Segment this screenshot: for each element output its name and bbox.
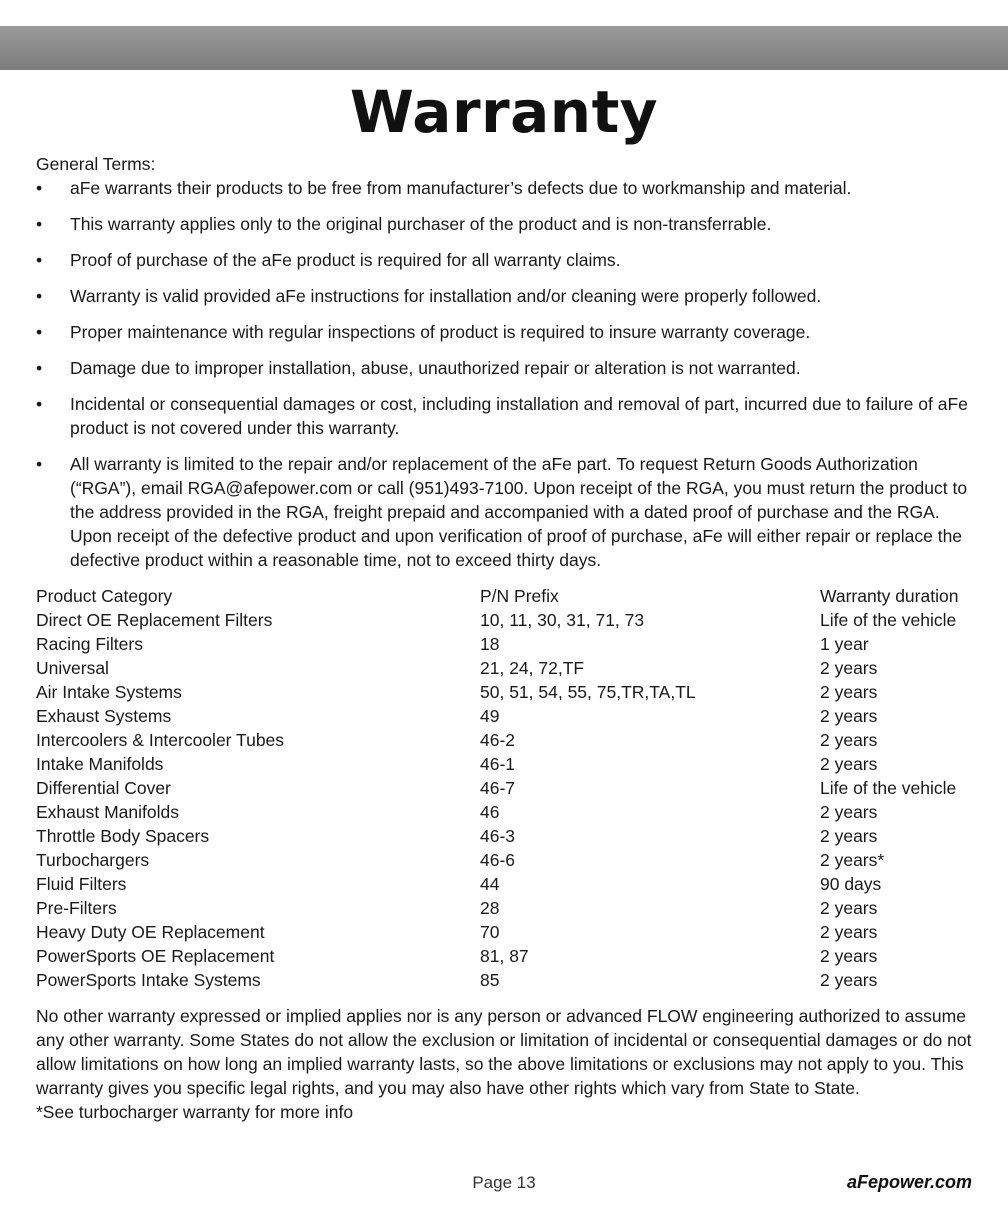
header-product-category: Product Category [36,586,173,606]
cell-duration: 2 years* [820,850,885,870]
cell-duration: 2 years [820,826,878,846]
bullet-icon: • [36,394,43,414]
cell-category: PowerSports OE Replacement [36,946,275,966]
table-row [36,728,976,752]
cell-prefix: 18 [480,634,500,654]
cell-category: Air Intake Systems [36,682,182,702]
table-row [36,848,976,872]
cell-category: Racing Filters [36,634,143,654]
table-row [36,680,976,704]
cell-category: Intercoolers & Intercooler Tubes [36,730,285,750]
cell-prefix: 21, 24, 72,TF [480,658,585,678]
cell-duration: 2 years [820,706,878,726]
cell-prefix: 46-3 [480,826,516,846]
term-text: Damage due to improper installation, abuse, unauthorized repair or alteration is not warranted. [70,358,801,378]
cell-duration: 1 year [820,634,869,654]
cell-category: Differential Cover [36,778,171,798]
terms-list [36,176,976,572]
cell-category: Intake Manifolds [36,754,164,774]
page-title: Warranty [349,78,659,146]
cell-category: Exhaust Manifolds [36,802,179,822]
cell-prefix: 46-6 [480,850,516,870]
term-item [36,176,976,200]
disclaimer-paragraph: No other warranty expressed or implied applies nor is any person or advanced FLOW engineering authorized to assume any other warranty. Some States do not allow the exclusion or limitation of incidental or consequential damages or do not allow limitations on how long an implied warranty lasts, so the above limitations or exclusions may not apply to you. This warranty gives you specific legal rights, and you may also have other rights which vary from State to State. [36,1006,972,1098]
table-header-row [36,584,976,608]
term-item [36,356,976,380]
cell-duration: 2 years [820,898,878,918]
term-text: Proof of purchase of the aFe product is required for all warranty claims. [70,250,621,270]
cell-duration: Life of the vehicle [820,778,957,798]
general-terms-label: General Terms: [36,154,156,174]
table-row [36,656,976,680]
cell-duration: 2 years [820,682,878,702]
warranty-table [36,584,976,992]
bullet-icon: • [36,358,43,378]
header-warranty-duration: Warranty duration [820,586,959,606]
term-item [36,248,976,272]
term-item [36,452,976,572]
term-text: aFe warrants their products to be free from manufacturer’s defects due to workmanship and material. [70,178,852,198]
cell-prefix: 46 [480,802,500,822]
table-row [36,896,976,920]
website-url: aFepower.com [846,1172,972,1192]
term-item [36,320,976,344]
cell-prefix: 28 [480,898,500,918]
table-row [36,752,976,776]
cell-duration: 2 years [820,970,878,990]
table-row [36,824,976,848]
table-row [36,968,976,992]
bullet-icon: • [36,322,43,342]
term-text: This warranty applies only to the original purchaser of the product and is non-transferrable. [70,214,772,234]
cell-category: Throttle Body Spacers [36,826,210,846]
table-row [36,920,976,944]
table-row [36,776,976,800]
cell-prefix: 85 [480,970,500,990]
cell-prefix: 10, 11, 30, 31, 71, 73 [480,610,645,630]
cell-duration: 2 years [820,802,878,822]
term-item [36,212,976,236]
bullet-icon: • [36,178,43,198]
bullet-icon: • [36,214,43,234]
cell-duration: 2 years [820,658,878,678]
cell-prefix: 50, 51, 54, 55, 75,TR,TA,TL [480,682,696,702]
table-row [36,800,976,824]
term-text: All warranty is limited to the repair and/or replacement of the aFe part. To request Return Goods Authorization (“RGA”), email RGA@afepower.com or call (951)493-7100. Upon receipt of the RGA, you must return the product to the address provided in the RGA, freight prepaid and accompanied with a dated proof of purchase and the RGA. Upon receipt of the defective product and upon verification of proof of purchase, aFe will either repair or replace the defective product within a reasonable time, not to exceed thirty days. [70,454,968,570]
header-pn-prefix: P/N Prefix [480,586,559,606]
cell-prefix: 46-1 [480,754,516,774]
cell-duration: 2 years [820,730,878,750]
footnote: *See turbocharger warranty for more info [36,1102,354,1122]
table-row [36,872,976,896]
header-band [0,26,1008,70]
cell-category: Direct OE Replacement Filters [36,610,273,630]
cell-duration: 2 years [820,754,878,774]
cell-prefix: 46-2 [480,730,516,750]
cell-category: Universal [36,658,109,678]
cell-category: Fluid Filters [36,874,127,894]
cell-duration: 2 years [820,946,878,966]
bullet-icon: • [36,454,43,474]
cell-category: Exhaust Systems [36,706,172,726]
table-row [36,608,976,632]
cell-prefix: 49 [480,706,500,726]
page-number: Page 13 [472,1173,536,1192]
document-body [36,152,976,1124]
table-row [36,704,976,728]
term-text: Incidental or consequential damages or cost, including installation and removal of part, incurred due to failure of aFe product is not covered under this warranty. [70,394,968,438]
table-row [36,944,976,968]
cell-category: PowerSports Intake Systems [36,970,261,990]
cell-category: Pre-Filters [36,898,117,918]
term-item [36,284,976,308]
cell-duration: 2 years [820,922,878,942]
table-row [36,632,976,656]
cell-prefix: 70 [480,922,500,942]
term-text: Proper maintenance with regular inspections of product is required to insure warranty coverage. [70,322,811,342]
bullet-icon: • [36,286,43,306]
cell-prefix: 46-7 [480,778,516,798]
term-item [36,392,976,440]
cell-prefix: 81, 87 [480,946,529,966]
cell-category: Heavy Duty OE Replacement [36,922,265,942]
cell-duration: Life of the vehicle [820,610,957,630]
cell-category: Turbochargers [36,850,150,870]
cell-duration: 90 days [820,874,882,894]
cell-prefix: 44 [480,874,500,894]
term-text: Warranty is valid provided aFe instructions for installation and/or cleaning were properly followed. [70,286,822,306]
bullet-icon: • [36,250,43,270]
